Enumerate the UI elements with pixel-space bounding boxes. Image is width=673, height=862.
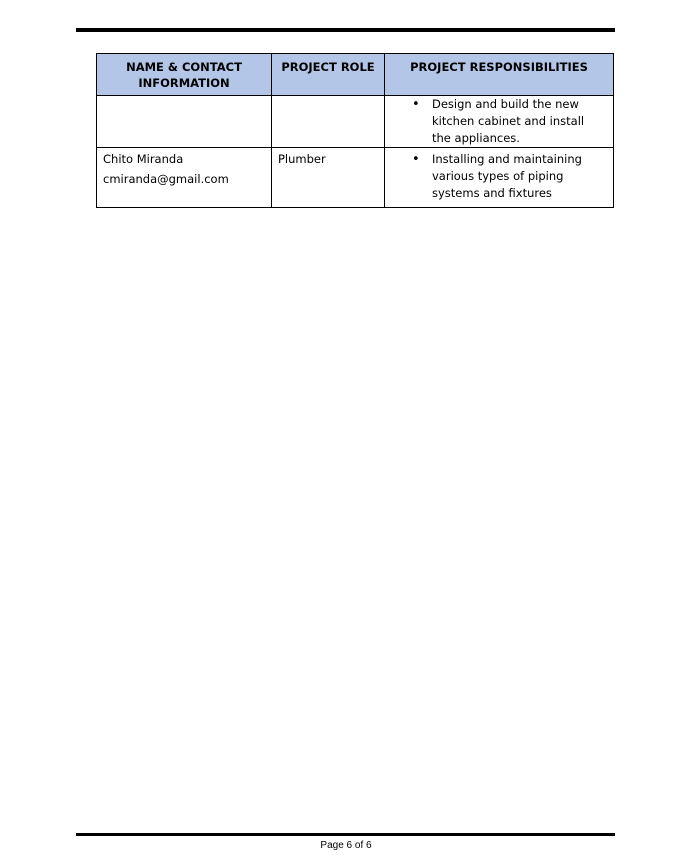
header-rule xyxy=(76,28,615,32)
table-header-row xyxy=(97,54,614,96)
cell-name-contact xyxy=(97,96,272,148)
project-roles-table xyxy=(96,53,614,208)
responsibility-list xyxy=(391,96,607,147)
page-number: Page 6 of 6 xyxy=(320,840,372,851)
list-item: • Design and build the new kitchen cabinet and install the appliances. xyxy=(391,96,607,147)
cell-responsibilities xyxy=(385,96,614,148)
list-item: • Installing and maintaining various types of piping systems and fixtures xyxy=(391,151,607,202)
cell-name-contact xyxy=(97,148,272,208)
table-row xyxy=(97,148,614,208)
responsibility-list xyxy=(391,151,607,202)
cell-project-role: Plumber xyxy=(272,148,385,208)
cell-project-role xyxy=(272,96,385,148)
contact-name: Chito Miranda xyxy=(103,152,184,166)
contact-email: cmiranda@gmail.com xyxy=(103,172,229,186)
header-name-contact: NAME & CONTACT INFORMATION xyxy=(97,54,272,96)
header-project-role: PROJECT ROLE xyxy=(272,54,385,96)
table-row xyxy=(97,96,614,148)
header-project-responsibilities: PROJECT RESPONSIBILITIES xyxy=(385,54,614,96)
footer-rule xyxy=(76,833,615,836)
cell-responsibilities xyxy=(385,148,614,208)
